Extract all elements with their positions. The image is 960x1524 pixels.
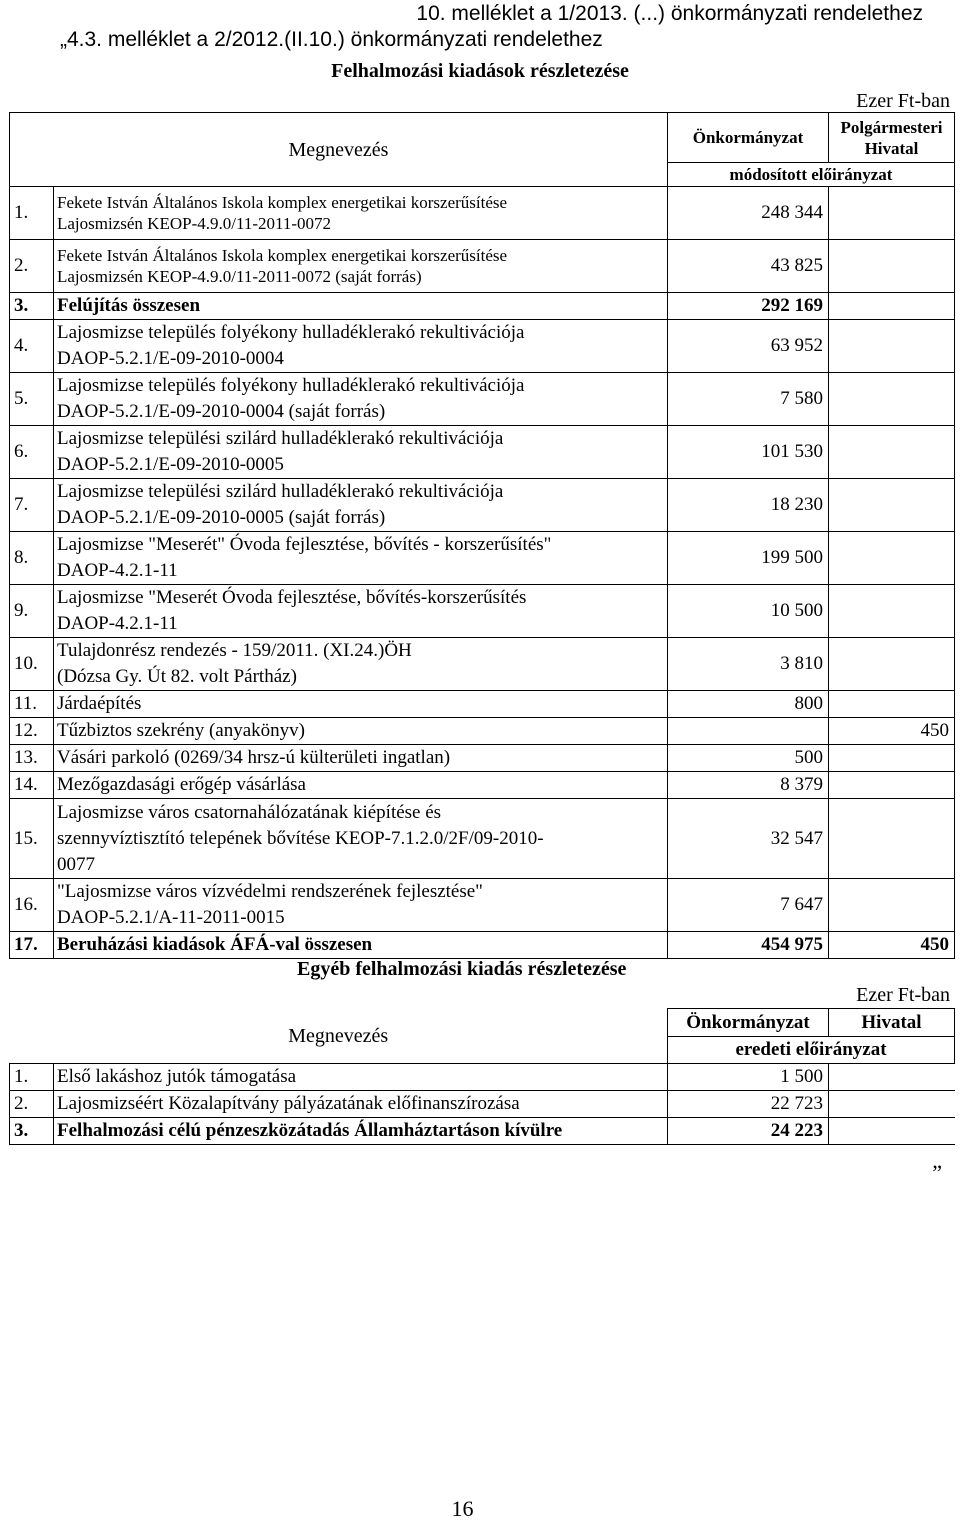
row-name: Mezőgazdasági erőgép vásárlása <box>54 772 668 799</box>
row-name-line: 0077 <box>57 853 95 875</box>
row-name: Vásári parkoló (0269/34 hrsz-ú külterületi ingatlan) <box>54 745 668 772</box>
row-name-line: Lajosmizsén KEOP-4.9.0/11-2011-0072 (saját forrás) <box>57 267 422 286</box>
row-number: 9. <box>10 585 54 638</box>
closing-quote: „ <box>932 1148 942 1173</box>
row-name <box>54 799 668 879</box>
row-name-line: szennyvíztisztító telepének bővítése KEOP-7.1.2.0/2F/09-2010- <box>57 827 544 849</box>
table-row <box>10 240 955 293</box>
column-header-mayors-office-line2: Hivatal <box>864 138 919 158</box>
column-header-municipality: Önkormányzat <box>668 113 829 163</box>
column-header-mayors-office-line1: Polgármesteri <box>840 117 943 137</box>
table-row <box>10 373 955 426</box>
row-name: Lajosmizséért Közalapítvány pályázatának előfinanszírozása <box>54 1091 668 1118</box>
row-number: 10. <box>10 638 54 691</box>
row-office-value: 450 <box>829 718 955 745</box>
row-name-line: Lajosmizse "Meserét" Óvoda fejlesztése, bővítés - korszerűsítés" <box>57 534 552 555</box>
row-municipality-value: 454 975 <box>668 932 829 959</box>
row-name-line: DAOP-5.2.1/E-09-2010-0004 (saját forrás) <box>57 401 386 422</box>
table-row <box>10 1064 955 1091</box>
table-row <box>10 772 955 799</box>
row-name <box>54 532 668 585</box>
row-office-value <box>829 772 955 799</box>
table-row <box>10 320 955 373</box>
table-header-row <box>10 113 955 163</box>
row-office-value <box>829 1091 955 1118</box>
table-row <box>10 187 955 240</box>
row-number: 7. <box>10 479 54 532</box>
column-header-name: Megnevezés <box>10 1009 668 1064</box>
row-number: 3. <box>10 1118 54 1145</box>
row-name: Felhalmozási célú pénzeszközátadás Államháztartáson kívülre <box>54 1118 668 1145</box>
row-name: Első lakáshoz jutók támogatása <box>54 1064 668 1091</box>
row-name-line: DAOP-4.2.1-11 <box>57 613 178 634</box>
row-number: 13. <box>10 745 54 772</box>
row-municipality-value: 7 647 <box>668 879 829 932</box>
row-number: 5. <box>10 373 54 426</box>
row-number: 1. <box>10 187 54 240</box>
row-municipality-value: 199 500 <box>668 532 829 585</box>
table-row <box>10 691 955 718</box>
page-number: 16 <box>451 1496 474 1521</box>
row-office-value <box>829 320 955 373</box>
row-name <box>54 638 668 691</box>
table1-title: Felhalmozási kiadások részletezése <box>331 60 629 82</box>
row-office-value <box>829 240 955 293</box>
row-name-line: Lajosmizse település folyékony hulladéklerakó rekultivációja <box>57 322 525 343</box>
row-number: 12. <box>10 718 54 745</box>
row-name <box>54 585 668 638</box>
column-header-municipality: Önkormányzat <box>668 1009 829 1037</box>
row-name-line: DAOP-5.2.1/E-09-2010-0005 (saját forrás) <box>57 507 386 528</box>
row-office-value <box>829 479 955 532</box>
row-municipality-value: 800 <box>668 691 829 718</box>
row-municipality-value: 292 169 <box>668 293 829 320</box>
table-row-total <box>10 1118 955 1145</box>
table-row <box>10 879 955 932</box>
row-municipality-value: 7 580 <box>668 373 829 426</box>
row-number: 6. <box>10 426 54 479</box>
row-number: 3. <box>10 293 54 320</box>
other-capital-expenditure-table <box>9 1008 955 1145</box>
row-municipality-value: 1 500 <box>668 1064 829 1091</box>
row-name-line: DAOP-5.2.1/A-11-2011-0015 <box>57 907 285 928</box>
capital-expenditure-table <box>9 112 955 959</box>
row-municipality-value: 22 723 <box>668 1091 829 1118</box>
table-row <box>10 585 955 638</box>
row-name: Tűzbiztos szekrény (anyakönyv) <box>54 718 668 745</box>
annex-reference-1: 10. melléklet a 1/2013. (...) önkormányzati rendelethez <box>416 2 923 25</box>
row-name-line: DAOP-5.2.1/E-09-2010-0004 <box>57 348 284 369</box>
row-municipality-value: 32 547 <box>668 799 829 879</box>
row-municipality-value: 18 230 <box>668 479 829 532</box>
annex-reference-2: „4.3. melléklet a 2/2012.(II.10.) önkormányzati rendelethez <box>60 28 603 51</box>
row-municipality-value: 8 379 <box>668 772 829 799</box>
table-row-subtotal <box>10 293 955 320</box>
column-header-mayors-office <box>829 113 955 163</box>
row-name <box>54 320 668 373</box>
row-municipality-value: 500 <box>668 745 829 772</box>
row-name-line: Tulajdonrész rendezés - 159/2011. (XI.24.)ÖH <box>57 640 412 661</box>
row-municipality-value: 3 810 <box>668 638 829 691</box>
row-number: 1. <box>10 1064 54 1091</box>
row-name-line: "Lajosmizse város vízvédelmi rendszerének fejlesztése" <box>57 881 483 902</box>
row-office-value <box>829 799 955 879</box>
table-row <box>10 479 955 532</box>
row-municipality-value: 43 825 <box>668 240 829 293</box>
row-office-value <box>829 585 955 638</box>
row-name <box>54 426 668 479</box>
row-number: 16. <box>10 879 54 932</box>
row-name-line: Fekete István Általános Iskola komplex energetikai korszerűsítése <box>57 246 508 265</box>
row-name: Felújítás összesen <box>54 293 668 320</box>
table-row <box>10 718 955 745</box>
row-name-line: Lajosmizse város csatornahálózatának kiépítése és <box>57 801 442 823</box>
row-name <box>54 373 668 426</box>
row-number: 11. <box>10 691 54 718</box>
row-office-value <box>829 426 955 479</box>
row-number: 4. <box>10 320 54 373</box>
row-office-value <box>829 1064 955 1091</box>
row-office-value: 450 <box>829 932 955 959</box>
row-name-line: DAOP-5.2.1/E-09-2010-0005 <box>57 454 284 475</box>
table2-title: Egyéb felhalmozási kiadás részletezése <box>297 958 627 980</box>
row-name <box>54 187 668 240</box>
column-subheader-original-estimate: eredeti előirányzat <box>668 1037 955 1064</box>
table-row <box>10 638 955 691</box>
table-row <box>10 799 955 879</box>
row-name: Járdaépítés <box>54 691 668 718</box>
row-office-value <box>829 1118 955 1145</box>
row-name-line: Fekete István Általános Iskola komplex energetikai korszerűsítése <box>57 193 508 212</box>
row-name-line: Lajosmizse település folyékony hulladéklerakó rekultivációja <box>57 375 525 396</box>
table-row <box>10 426 955 479</box>
row-name-line: DAOP-4.2.1-11 <box>57 560 178 581</box>
row-number: 2. <box>10 1091 54 1118</box>
row-office-value <box>829 691 955 718</box>
row-municipality-value: 24 223 <box>668 1118 829 1145</box>
row-municipality-value: 63 952 <box>668 320 829 373</box>
row-number: 17. <box>10 932 54 959</box>
row-municipality-value: 101 530 <box>668 426 829 479</box>
column-header-office: Hivatal <box>829 1009 955 1037</box>
row-number: 15. <box>10 799 54 879</box>
row-number: 8. <box>10 532 54 585</box>
row-number: 14. <box>10 772 54 799</box>
row-office-value <box>829 532 955 585</box>
row-office-value <box>829 373 955 426</box>
row-name <box>54 479 668 532</box>
table-row <box>10 1091 955 1118</box>
row-name <box>54 879 668 932</box>
table-row-total <box>10 932 955 959</box>
column-subheader-modified-estimate: módosított előirányzat <box>668 163 955 187</box>
row-name-line: (Dózsa Gy. Út 82. volt Pártház) <box>57 666 297 687</box>
row-municipality-value: 10 500 <box>668 585 829 638</box>
row-name-line: Lajosmizse "Meserét Óvoda fejlesztése, bővítés-korszerűsítés <box>57 587 527 608</box>
row-municipality-value <box>668 718 829 745</box>
row-office-value <box>829 638 955 691</box>
row-name <box>54 240 668 293</box>
table2-unit: Ezer Ft-ban <box>856 984 950 1006</box>
row-name-line: Lajosmizse települési szilárd hulladéklerakó rekultivációja <box>57 481 504 502</box>
column-header-name: Megnevezés <box>10 113 668 187</box>
table-row <box>10 745 955 772</box>
row-number: 2. <box>10 240 54 293</box>
table1-unit: Ezer Ft-ban <box>856 90 950 112</box>
row-name-line: Lajosmizse települési szilárd hulladéklerakó rekultivációja <box>57 428 504 449</box>
row-name-line: Lajosmizsén KEOP-4.9.0/11-2011-0072 <box>57 214 332 233</box>
row-office-value <box>829 293 955 320</box>
row-office-value <box>829 879 955 932</box>
row-office-value <box>829 187 955 240</box>
row-name: Beruházási kiadások ÁFÁ-val összesen <box>54 932 668 959</box>
row-office-value <box>829 745 955 772</box>
table-header-row <box>10 1009 955 1037</box>
row-municipality-value: 248 344 <box>668 187 829 240</box>
table-row <box>10 532 955 585</box>
